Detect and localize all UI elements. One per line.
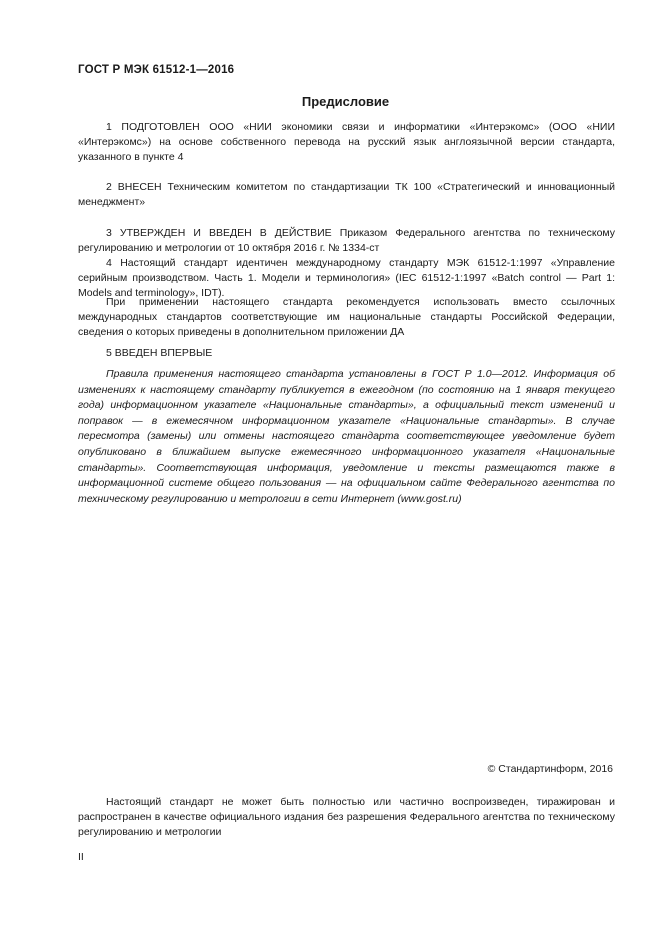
page-number: II [78,851,84,863]
foreword-item-5: 5 ВВЕДЕН ВПЕРВЫЕ [106,347,213,359]
foreword-item-4-note: При применении настоящего стандарта рекомендуется использовать вместо ссылочных международных стандартов соответствующие им национальные стандарты Российской Федерации, сведения о которых приведены в дополнительном приложении ДА [78,296,615,338]
standard-application-note: Правила применения настоящего стандарта установлены в ГОСТ Р 1.0—2012. Информация об изменениях к настоящему стандарту публикуется в ежегодном (по состоянию на 1 января текущего года) информационном указателе «Национальные стандарты», а официальный текст изменений и поправок — в ежемесячном информационном указателе «Национальные стандарты». В случае пересмотра (замены) или отмены настоящего стандарта соответствующее уведомление будет опубликовано в ближайшем выпуске ежемесячного информационного указателя «Национальные стандарты». Соответствующая информация, уведомление и тексты размещаются также в информационной системе общего пользования — на официальном сайте Федерального агентства по техническому регулированию и метрологии в сети Интернет (www.gost.ru) [78,368,615,505]
foreword-item-3: 3 УТВЕРЖДЕН И ВВЕДЕН В ДЕЙСТВИЕ Приказом Федерального агентства по техническому регулированию и метрологии от 10 октября 2016 г. № 1334-ст [78,227,615,254]
foreword-item-1: 1 ПОДГОТОВЛЕН ООО «НИИ экономики связи и информатики «Интерэкомс» (ООО «НИИ «Интерэкомс») на основе собственного перевода на русский язык англоязычной версии стандарта, указанного в пункте 4 [78,121,615,163]
foreword-item-4: 4 Настоящий стандарт идентичен международному стандарту МЭК 61512-1:1997 «Управление серийным производством. Часть 1. Модели и терминология» (IEC 61512-1:1997 «Batch control — Part 1: Models and terminology», IDT). [78,257,615,299]
copyright-line: © Стандартинформ, 2016 [487,763,613,775]
reproduction-notice: Настоящий стандарт не может быть полностью или частично воспроизведен, тиражирован и распространен в качестве официального издания без разрешения Федерального агентства по техническому регулированию и метрологии [78,796,615,838]
page-title: Предисловие [301,94,390,109]
foreword-item-2: 2 ВНЕСЕН Техническим комитетом по стандартизации ТК 100 «Стратегический и инновационный менеджмент» [78,181,615,208]
document-code: ГОСТ Р МЭК 61512-1—2016 [78,64,235,76]
